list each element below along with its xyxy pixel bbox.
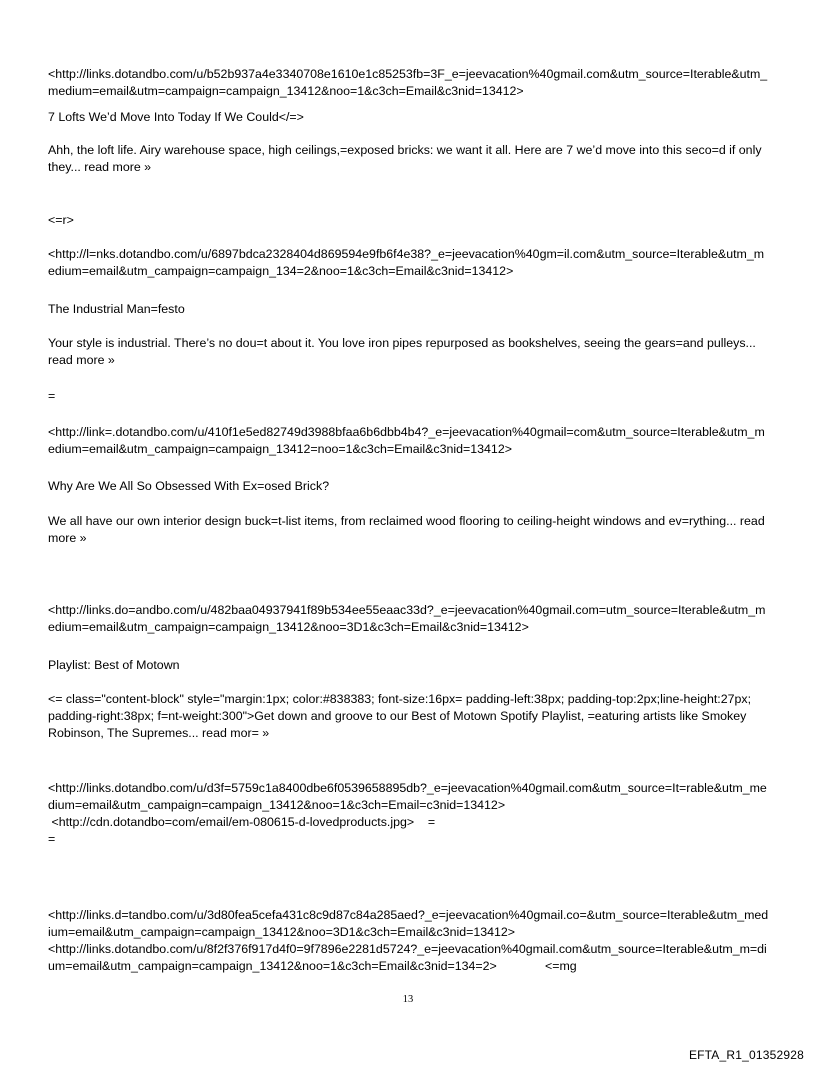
link-text: <http://links.dotandbo.com/u/b52b937a4e3340708e1610e1c85253fb=3F_e=jeevacation%40gmail.com&utm_source=Iterable&utm_medium=email&utm=campaign=campaign_13412&noo=1&c3ch=Email&c3nid=13412>	[48, 67, 768, 98]
link-text: <http://links.d=tandbo.com/u/3d80fea5cefa431c8c9d87c84a285aed?_e=jeevacation%40gmail.co=&utm_source=Iterable&utm_medium=email&utm_campaign=campaign_13412&noo=3D1&c3ch=Email&c3nid=13412> <http://links.dotandbo.com/u/8f2f376f917d4f0=9f7896e2281d5724?_e=jeevacation%40gmail.com&utm_source=Iterable&utm_m=dium=email&utm_campaign=campaign_13412&noo=1&c3ch=Email&c3nid=134=2> <=mg	[48, 908, 769, 973]
article-summary: Your style is industrial. There’s no dou=t about it. You love iron pipes repurposed as bookshelves, seeing the gears=and pulleys... read more »	[48, 336, 760, 367]
markup-fragment: <=r>	[48, 213, 74, 227]
article-summary: Ahh, the loft life. Airy warehouse space, high ceilings,=exposed bricks: we want it all. Here are 7 we’d move into this seco=d if only they... read more »	[48, 143, 765, 174]
article-summary: We all have our own interior design buck=t-list items, from reclaimed wood flooring to ceiling-height windows and ev=rything... read more »	[48, 514, 769, 545]
link-text: <http://links.do=andbo.com/u/482baa04937941f89b534ee55eaac33d?_e=jeevacation%40gmail.com=utm_source=Iterable&utm_medium=email&utm_campaign=campaign_13412&noo=3D1&c3ch=Email&c3nid=13412>	[48, 603, 766, 634]
link-text: <http://l=nks.dotandbo.com/u/6897bdca2328404d869594e9fb6f4e38?_e=jeevacation%40gm=il.com&utm_source=Iterable&utm_medium=email&utm_campaign=campaign_134=2&noo=1&c3ch=Email&c3nid=13412>	[48, 247, 765, 278]
markup-fragment: =	[48, 389, 56, 403]
document-id: EFTA_R1_01352928	[688, 1048, 804, 1062]
article-title: 7 Lofts We’d Move Into Today If We Could</=>	[48, 110, 304, 124]
link-text: <http://link=.dotandbo.com/u/410f1e5ed82749d3988bfaa6b6dbb4b4?_e=jeevacation%40gmail=com&utm_source=Iterable&utm_medium=email&utm_campaign=campaign_13412=noo=1&c3ch=Email&c3nid=13412>	[48, 425, 765, 456]
page-number: 13	[402, 994, 414, 1005]
link-text: <http://links.dotandbo.com/u/d3f=5759c1a8400dbe6f0539658895db?_e=jeevacation%40gmail.com&utm_source=It=rable&utm_medium=email&utm_campaign=campaign_13412&noo=1&c3ch=Email=c3nid=13412> <http://cdn.dotandbo=com/email/em-080615-d-lovedproducts.jpg> = =	[48, 781, 767, 846]
article-title: The Industrial Man=festo	[48, 302, 185, 316]
content-block-text: <= class="content-block" style="margin:1px; color:#838383; font-size:16px= padding-left:38px; padding-top:2px;line-height:27px; padding-right:38px; f=nt-weight:300">Get down and groove to our Best of Motown Spotify Playlist, =eaturing artists like Smokey Robinson, The Supremes... read mor= »	[48, 692, 755, 740]
article-title: Playlist: Best of Motown	[48, 658, 180, 672]
article-title: Why Are We All So Obsessed With Ex=osed Brick?	[48, 479, 330, 493]
